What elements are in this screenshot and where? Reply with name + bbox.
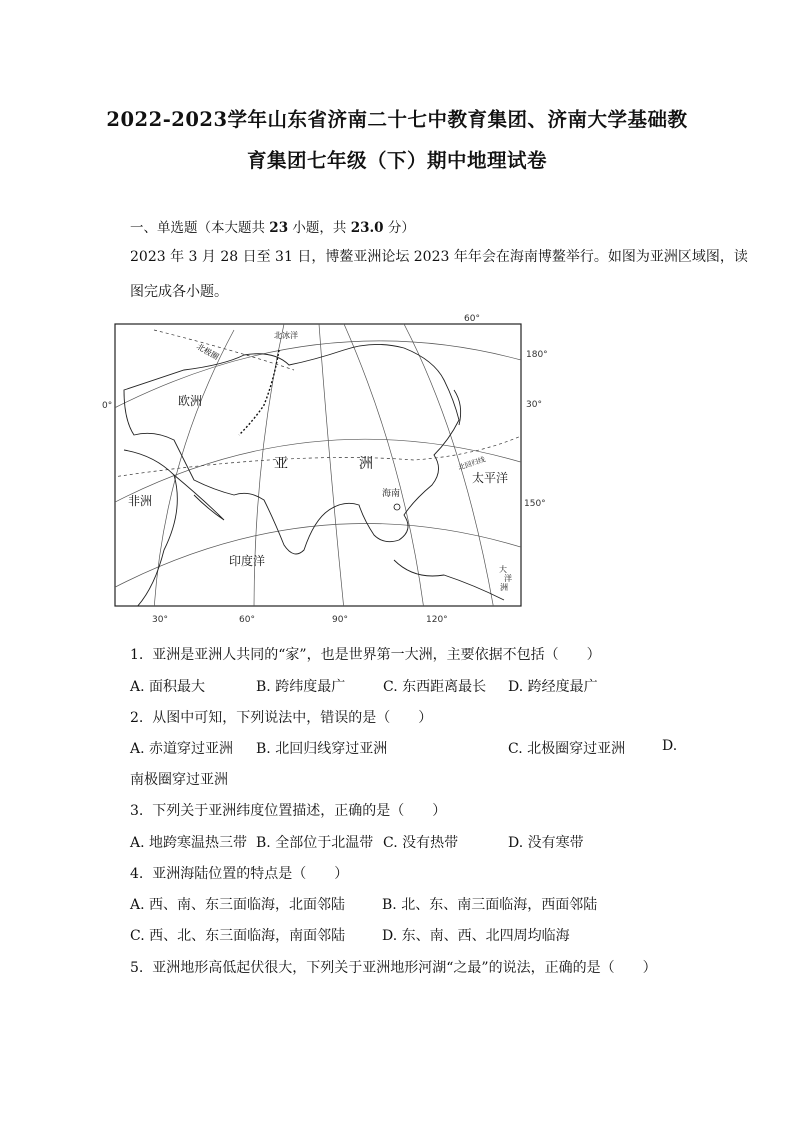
q4-option-b[interactable]: B. 北、东、南三面临海，西面邻陆 <box>382 897 598 913</box>
q4-option-a[interactable]: A. 西、南、东三面临海，北面邻陆 <box>130 897 346 913</box>
label-indian-ocean: 印度洋 <box>229 554 266 568</box>
question-5: 5. 亚洲地形高低起伏很大，下列关于亚洲地形河湖“之最”的说法，正确的是（ ） <box>130 960 657 976</box>
degree-90-bottom: 90° <box>332 615 348 625</box>
q2-option-d-text[interactable]: 南极圈穿过亚洲 <box>130 772 228 788</box>
q2-option-d-letter[interactable]: D. <box>662 738 678 754</box>
degree-180: 180° <box>526 350 548 360</box>
label-europe: 欧洲 <box>178 394 203 408</box>
q2-option-c[interactable]: C. 北极圈穿过亚洲 <box>508 741 626 757</box>
q1-option-b[interactable]: B. 跨纬度最广 <box>256 679 346 695</box>
q2-option-a[interactable]: A. 赤道穿过亚洲 <box>130 741 234 757</box>
q1-option-d[interactable]: D. 跨经度最广 <box>508 679 598 695</box>
question-4: 4. 亚洲海陆位置的特点是（ ） <box>130 866 349 882</box>
label-hainan: 海南 <box>382 489 401 499</box>
degree-30-bottom: 30° <box>152 615 168 625</box>
q3-option-d[interactable]: D. 没有寒带 <box>508 835 584 851</box>
label-arctic-ocean: 北冰洋 <box>274 331 298 340</box>
degree-30-right: 30° <box>526 400 542 410</box>
q3-option-c[interactable]: C. 没有热带 <box>383 835 459 851</box>
intro-text-line1: 2023 年 3 月 28 日至 31 日，博鳌亚洲论坛 2023 年年会在海南博鳌举行。如图为亚洲区域图，读 <box>130 249 748 265</box>
section-heading: 一、单选题（本大题共 23 小题，共 23.0 分） <box>130 220 415 236</box>
q4-option-c[interactable]: C. 西、北、东三面临海，南面邻陆 <box>130 928 346 944</box>
label-oceania-1: 大 <box>499 565 507 574</box>
q2-option-b[interactable]: B. 北回归线穿过亚洲 <box>256 741 388 757</box>
document-title-line2: 育集团七年级（下）期中地理试卷 <box>246 149 547 172</box>
intro-text-line2: 图完成各小题。 <box>130 284 228 300</box>
q1-option-c[interactable]: C. 东西距离最长 <box>383 679 487 695</box>
q1-option-a[interactable]: A. 面积最大 <box>130 679 206 695</box>
label-oceania-3: 洲 <box>500 583 508 592</box>
q3-option-a[interactable]: A. 地跨寒温热三带 <box>130 835 248 851</box>
degree-0: 0° <box>102 401 113 411</box>
asia-region-map <box>102 310 548 628</box>
question-1: 1. 亚洲是亚洲人共同的“家”，也是世界第一大洲，主要依据不包括（ ） <box>130 647 601 663</box>
document-title-line1: 2022-2023学年山东省济南二十七中教育集团、济南大学基础教 <box>106 108 688 131</box>
label-africa: 非洲 <box>128 494 153 508</box>
degree-150: 150° <box>524 499 546 509</box>
degree-60: 60° <box>464 314 480 324</box>
label-tropic: 北回归线 <box>457 455 487 472</box>
q4-option-d[interactable]: D. 东、南、西、北四周均临海 <box>382 928 570 944</box>
label-oceania-2: 洋 <box>504 574 512 583</box>
degree-60-bottom: 60° <box>239 615 255 625</box>
label-arctic-circle: 北极圈 <box>195 341 221 362</box>
label-asia-1: 亚 <box>274 456 288 472</box>
label-pacific: 太平洋 <box>472 471 509 485</box>
q3-option-b[interactable]: B. 全部位于北温带 <box>256 835 374 851</box>
question-2: 2. 从图中可知，下列说法中，错误的是（ ） <box>130 710 433 726</box>
label-asia-2: 洲 <box>359 456 373 472</box>
degree-120-bottom: 120° <box>426 615 448 625</box>
question-3: 3. 下列关于亚洲纬度位置描述，正确的是（ ） <box>130 803 447 819</box>
